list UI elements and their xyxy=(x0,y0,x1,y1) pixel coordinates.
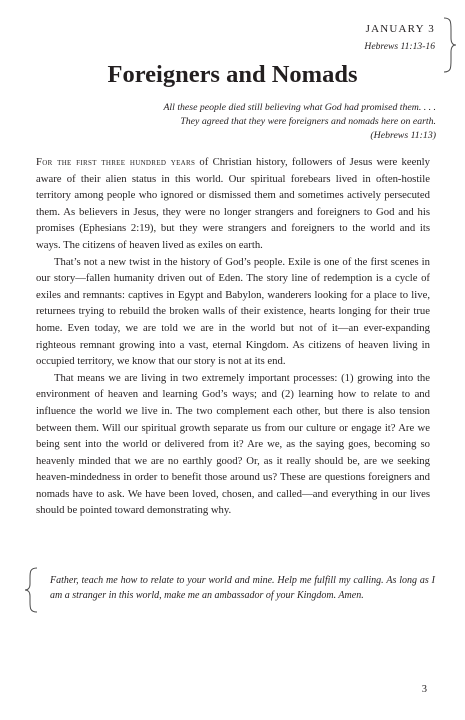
entry-date: JANUARY 3 xyxy=(365,23,435,35)
page-title: Foreigners and Nomads xyxy=(107,61,358,88)
paragraph-1 xyxy=(36,154,430,254)
paragraph-lead-in: For the first three hundred years xyxy=(36,156,196,168)
epigraph-line: They agreed that they were foreigners and nomads here on earth. xyxy=(180,116,436,128)
left-brace-ornament xyxy=(22,566,40,614)
body-text xyxy=(36,154,430,519)
page-header xyxy=(364,22,435,54)
paragraph-2: That’s not a new twist in the history of God’s people. Exile is one of the first scenes in our story—fallen humanity driven out of Eden. The story line of redemption is a cycle of exiles and remnants: captives in Egypt and Babylon, wanderers looking for a place to live, returnees trying to rebuild the broken walls of their existence, hearts longing for their true home. Even today, we are told we are in the world but not of it—an ever-expanding righteous remnant growing into a vast, eternal Kingdom. As citizens of heaven living in occupied territory, we know that our story is not at its end. xyxy=(36,255,430,368)
closing-prayer: Father, teach me how to relate to your world and mine. Help me fulfill my calling. As long as I am a stranger in this world, make me an ambassador of your Kingdom. Amen. xyxy=(50,575,435,601)
page-number: 3 xyxy=(421,684,427,695)
paragraph-1-text: of Christian history, followers of Jesus were keenly aware of their alien status in this world. Our spiritual forebears lived in often-hostile territory among people who ignored or dismissed them and sometimes actively persecuted them. As believers in Jesus, they were no longer strangers and foreigners to God and his promises (Ephesians 2:19), but they were strangers and foreigners to the world and its ways. The citizens of heaven lived as exiles on earth. xyxy=(36,156,430,251)
epigraph-line: All these people died still believing what God had promised them. . . . xyxy=(163,102,436,113)
epigraph xyxy=(96,101,436,144)
epigraph-citation: (Hebrews 11:13) xyxy=(370,130,436,142)
paragraph-3: That means we are living in two extremely important processes: (1) growing into the environment of heaven and learning God’s ways; and (2) learning how to relate to and influence the world we live in. The two complement each other, but there is also tension between them. Will our spiritual growth separate us from our culture or engage it? Are we being sent into the world or delivered from it? Are we, as the saying goes, becoming so heavenly minded that we are no earthly good? Or, as it really should be, are we seeking heaven-mindedness in order to benefit those around us? These are questions foreigners and nomads have to ask. We have been loved, chosen, and called—and everything in our lives should be pointed toward demonstrating why. xyxy=(36,371,430,517)
scripture-reference: Hebrews 11:13-16 xyxy=(364,41,435,52)
